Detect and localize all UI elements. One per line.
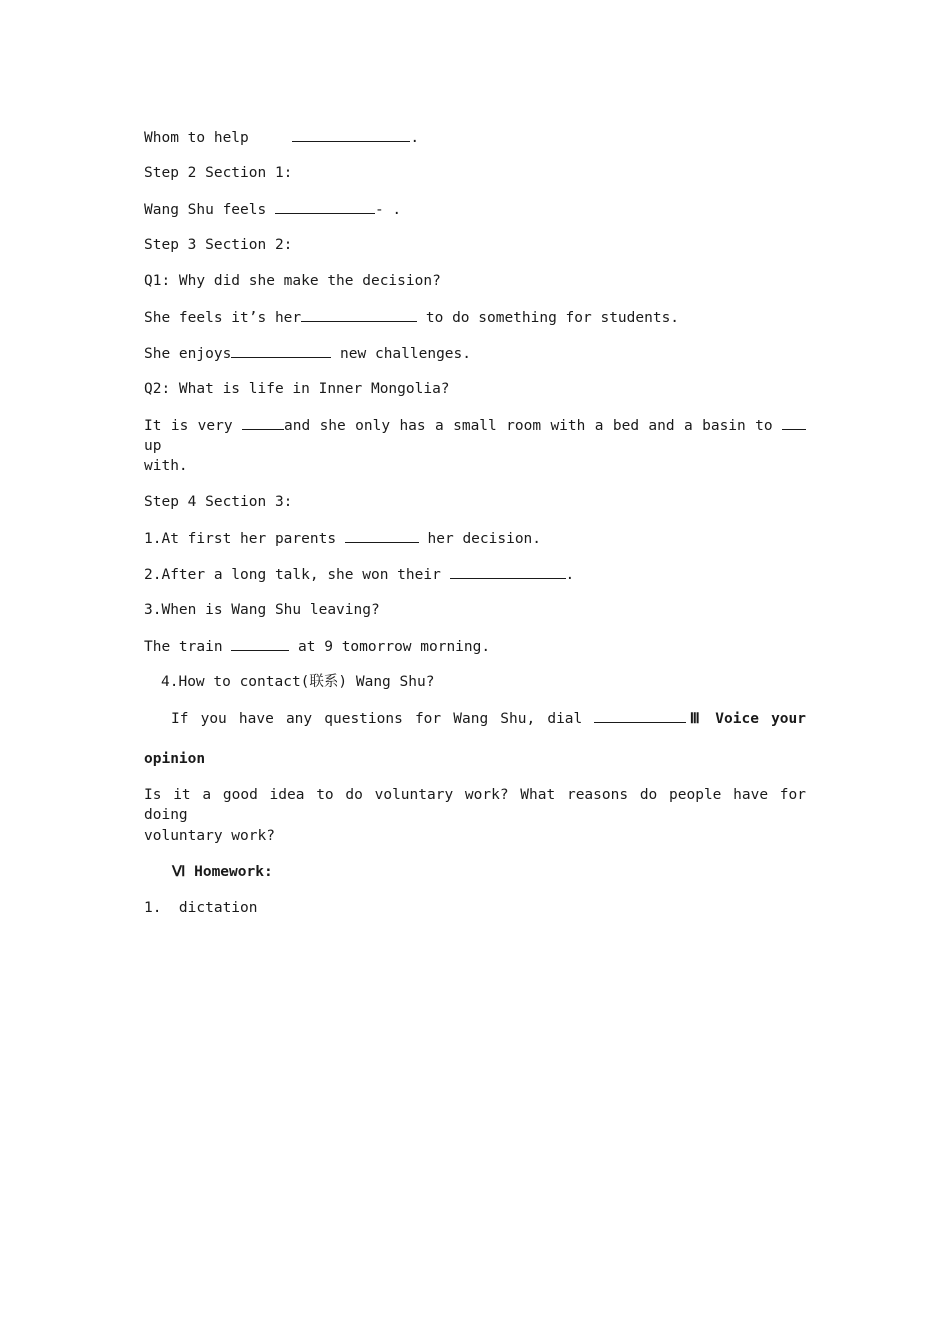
voluntary-question-cont: voluntary work?	[144, 828, 275, 844]
whom-to-help-period: .	[410, 130, 420, 146]
parents-text: 1.At first her parents	[144, 531, 337, 547]
enjoys-text: She enjoys	[144, 346, 232, 362]
contact-question: 4.How to contact(联系) Wang Shu?	[161, 674, 435, 690]
duty-text: She feels it’s her	[144, 310, 302, 326]
leaving-question: 3.When is Wang Shu leaving?	[144, 602, 380, 618]
parents-blank	[345, 528, 419, 543]
long-talk-blank	[450, 564, 566, 579]
parents-end: her decision.	[427, 531, 542, 547]
train-line	[144, 636, 490, 657]
step4-heading: Step 4 Section 3:	[144, 494, 293, 510]
enjoys-line	[144, 343, 471, 364]
parents-line	[144, 528, 541, 549]
train-end: at 9 tomorrow morning.	[298, 639, 491, 655]
life-blank-1	[242, 415, 284, 430]
step2-heading: Step 2 Section 1:	[144, 165, 293, 181]
voluntary-question: Is it a good idea to do voluntary work? What reasons do people have for doing	[144, 787, 806, 823]
train-blank	[231, 636, 289, 651]
opinion-heading-cont: opinion	[144, 751, 206, 767]
life-continuation: with.	[144, 458, 188, 474]
voice-heading: Ⅲ Voice your	[686, 711, 806, 727]
whom-to-help-blank	[292, 127, 410, 142]
life-line	[144, 415, 806, 456]
questions-text: If you have any questions for Wang Shu, dial	[171, 711, 583, 727]
questions-line	[171, 708, 806, 729]
train-text: The train	[144, 639, 223, 655]
long-talk-end: .	[565, 567, 575, 583]
homework-heading: Ⅵ Homework:	[172, 864, 273, 880]
life-blank-2	[782, 415, 806, 430]
enjoys-end: new challenges.	[340, 346, 471, 362]
wang-feels-line	[144, 199, 401, 220]
step3-heading: Step 3 Section 2:	[144, 237, 293, 253]
long-talk-line	[144, 564, 574, 585]
wang-feels-text: Wang Shu feels	[144, 202, 267, 218]
duty-end: to do something for students.	[425, 310, 680, 326]
life-end: up	[144, 438, 162, 454]
duty-line	[144, 307, 679, 328]
whom-to-help-text: Whom to help	[144, 130, 249, 146]
long-talk-text: 2.After a long talk, she won their	[144, 567, 441, 583]
life-text: It is very	[144, 418, 233, 434]
duty-blank	[301, 307, 417, 322]
homework-item-dictation: 1. dictation	[144, 900, 258, 916]
q1-question: Q1: Why did she make the decision?	[144, 273, 441, 289]
life-mid: and she only has a small room with a bed and a basin to	[284, 418, 773, 434]
wang-feels-blank	[275, 199, 375, 214]
whom-to-help-line	[144, 127, 419, 148]
q2-question: Q2: What is life in Inner Mongolia?	[144, 381, 450, 397]
enjoys-blank	[231, 343, 331, 358]
wang-feels-end: - .	[374, 202, 402, 218]
dial-blank	[594, 708, 686, 723]
